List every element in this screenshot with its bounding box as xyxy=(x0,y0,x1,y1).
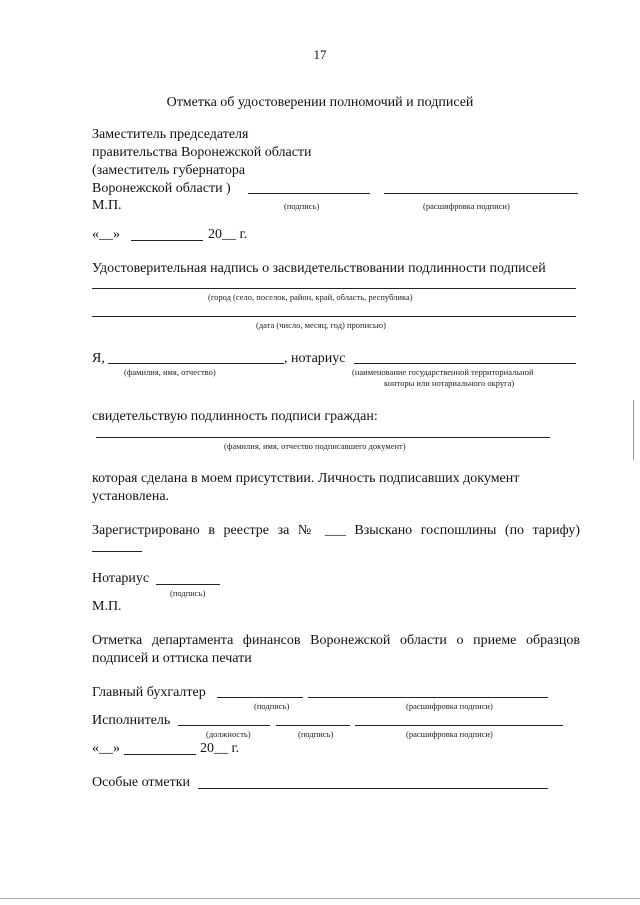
notary-word: , нотариус xyxy=(284,351,346,366)
chief-signature-line[interactable] xyxy=(217,697,303,698)
executor-signature-caption: (подпись) xyxy=(298,729,334,739)
official-line-3: (заместитель губернатора xyxy=(92,163,246,178)
official-signature-line[interactable] xyxy=(248,193,370,194)
notary-office-line[interactable] xyxy=(354,363,576,364)
executor-decoding-line[interactable] xyxy=(355,725,563,726)
notary-signature-line[interactable] xyxy=(156,584,220,585)
scan-edge-right xyxy=(633,400,634,460)
special-notes-line[interactable] xyxy=(198,788,548,789)
executor-signature-line[interactable] xyxy=(276,725,350,726)
date-words-caption: (дата (число, месяц, год) прописью) xyxy=(256,320,386,330)
finance-date-day: «__» xyxy=(92,741,120,756)
city-caption: (город (село, поселок, район, край, область, республика) xyxy=(208,292,413,302)
attest-text: свидетельствую подлинность подписи граждан: xyxy=(92,409,378,424)
date-words-line[interactable] xyxy=(92,316,576,317)
registry-text: Зарегистрировано в реестре за № ___ Взыскано госпошлины (по тарифу) xyxy=(92,523,580,538)
page-number: 17 xyxy=(313,47,327,62)
scan-edge-bottom xyxy=(0,898,640,899)
chief-signature-caption: (подпись) xyxy=(254,701,290,711)
tariff-line[interactable] xyxy=(92,551,142,552)
notary-office-caption-2: конторы или нотариального округа) xyxy=(384,378,515,388)
executor-decoding-caption: (расшифровка подписи) xyxy=(406,729,493,739)
executor-label: Исполнитель xyxy=(92,713,171,728)
notary-label: Нотариус xyxy=(92,571,150,586)
chief-decoding-caption: (расшифровка подписи) xyxy=(406,701,493,711)
official-date-day: «__» xyxy=(92,227,120,242)
official-line-1: Заместитель председателя xyxy=(92,127,249,142)
notary-stamp-mark: М.П. xyxy=(92,599,122,614)
official-date-month-line[interactable] xyxy=(131,240,203,241)
notary-signature-caption: (подпись) xyxy=(170,588,206,598)
official-line-2: правительства Воронежской области xyxy=(92,145,312,160)
chief-decoding-line[interactable] xyxy=(308,697,548,698)
official-decoding-caption: (расшифровка подписи) xyxy=(423,201,510,211)
executor-position-line[interactable] xyxy=(178,725,270,726)
official-signature-caption: (подпись) xyxy=(284,201,320,211)
finance-date-month-line[interactable] xyxy=(124,754,196,755)
finance-date-year: 20__ г. xyxy=(200,741,240,756)
official-date-year: 20__ г. xyxy=(208,227,248,242)
notary-name-caption: (фамилия, имя, отчество) xyxy=(124,367,216,377)
signer-name-caption: (фамилия, имя, отчество подписавшего документ) xyxy=(224,441,406,451)
signer-name-line[interactable] xyxy=(96,437,550,438)
certification-heading: Удостоверительная надпись о засвидетельствовании подлинности подписей xyxy=(92,261,546,276)
finance-heading-2: подписей и оттиска печати xyxy=(92,651,252,666)
notary-office-caption-1: (наименование государственной территориальной xyxy=(352,367,534,377)
special-notes-label: Особые отметки xyxy=(92,775,190,790)
city-line[interactable] xyxy=(92,288,576,289)
ya-label: Я, xyxy=(92,351,105,366)
form-title: Отметка об удостоверении полномочий и подписей xyxy=(166,95,474,110)
presence-line-2: установлена. xyxy=(92,489,170,504)
notary-name-line[interactable] xyxy=(108,363,284,364)
finance-heading-1: Отметка департамента финансов Воронежской области о приеме образцов xyxy=(92,633,580,648)
official-decoding-line[interactable] xyxy=(384,193,578,194)
presence-line-1: которая сделана в моем присутствии. Личность подписавших документ xyxy=(92,471,520,486)
official-line-4: Воронежской области ) xyxy=(92,181,231,196)
official-stamp-mark: М.П. xyxy=(92,198,122,213)
executor-position-caption: (должность) xyxy=(206,729,251,739)
chief-accountant-label: Главный бухгалтер xyxy=(92,685,206,700)
